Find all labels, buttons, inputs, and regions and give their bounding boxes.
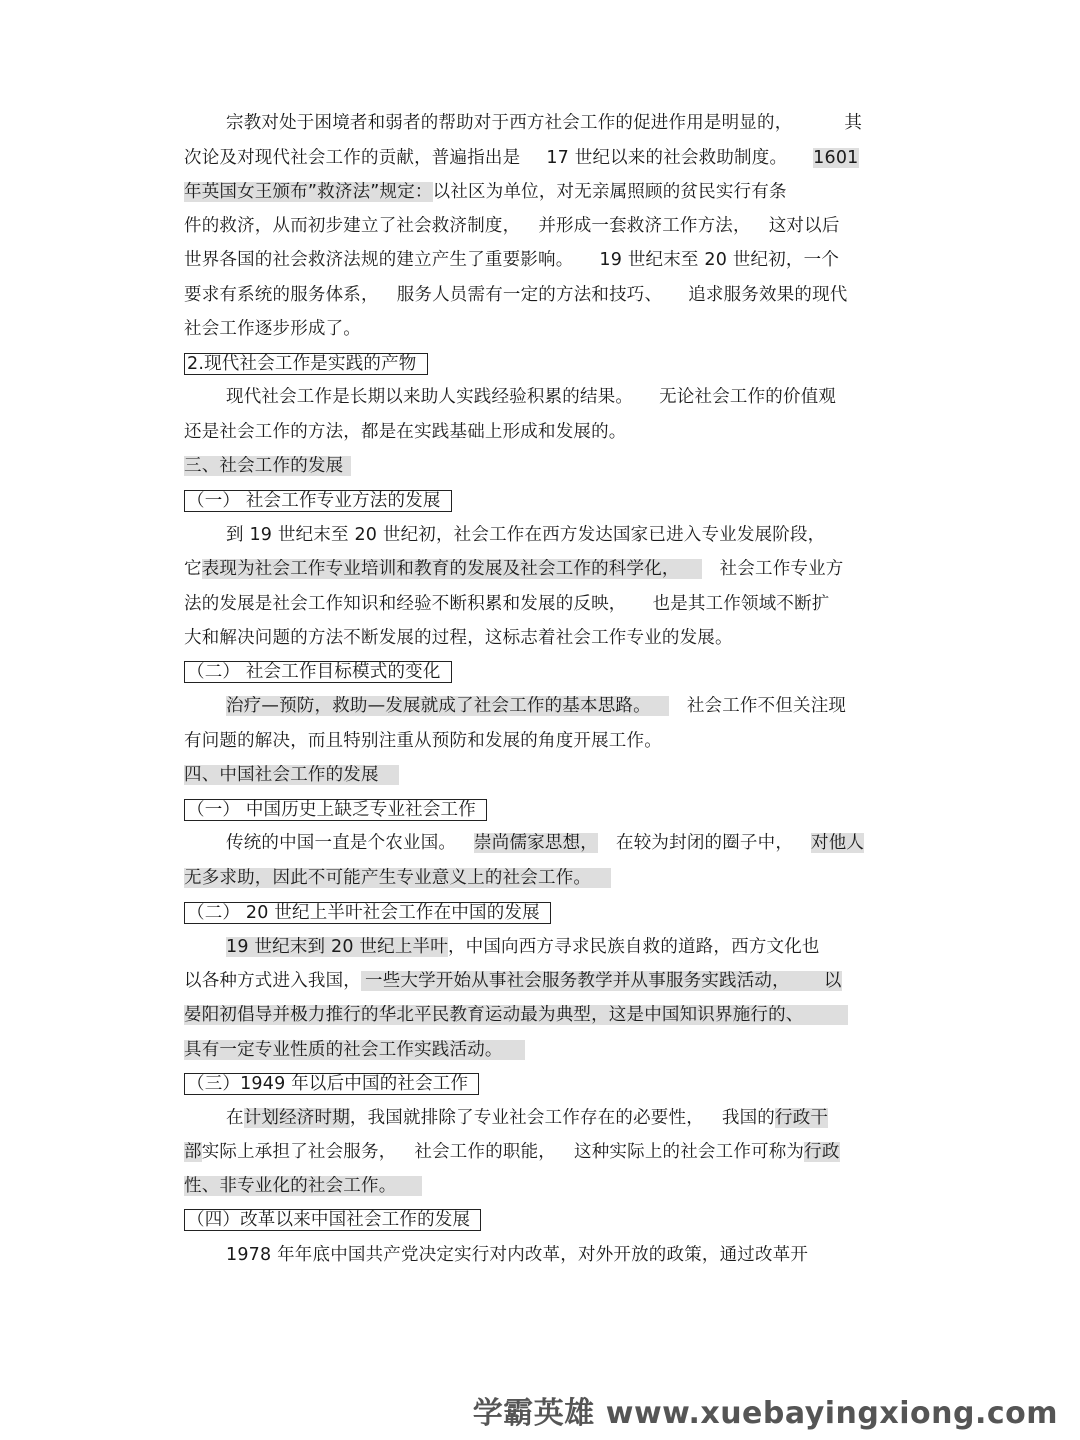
text-line: 还是社会工作的方法，都是在实践基础上形成和发展的。 [184,422,627,442]
text-line: 在计划经济时期，我国就排除了专业社会工作存在的必要性， 我国的行政干 [226,1108,829,1128]
text-line: 社会工作逐步形成了。 [184,319,361,339]
section-heading: 2.现代社会工作是实践的产物 [184,351,428,377]
section-heading: 三、社会工作的发展 [184,453,351,479]
subsection-heading: （二） 社会工作目标模式的变化 [184,659,452,685]
subsection-heading: （一） 社会工作专业方法的发展 [184,488,452,514]
text-line: 以各种方式进入我国， 一些大学开始从事社会服务教学并从事服务实践活动， 以 [184,971,842,991]
text-line: 性、非专业化的社会工作。 [184,1173,422,1199]
text-line: 具有一定专业性质的社会工作实践活动。 [184,1037,525,1063]
text-line: 传统的中国一直是个农业国。 崇尚儒家思想， 在较为封闭的圈子中， 对他人 [226,833,865,853]
text-line: 治疗—预防，救助—发展就成了社会工作的基本思路。 社会工作不但关注现 [226,696,847,716]
text-line: 大和解决问题的方法不断发展的过程，这标志着社会工作专业的发展。 [184,628,733,648]
text-line: 19 世纪末到 20 世纪上半叶，中国向西方寻求民族自救的道路，西方文化也 [226,937,820,957]
text-line: 它表现为社会工作专业培训和教育的发展及社会工作的科学化， 社会工作专业方 [184,559,844,579]
text-line: 年英国女王颁布”救济法”规定：以社区为单位，对无亲属照顾的贫民实行有条 [184,182,787,202]
text-line: 世界各国的社会救济法规的建立产生了重要影响。 19 世纪末至 20 世纪初，一个 [184,250,840,270]
text-line: 有问题的解决，而且特别注重从预防和发展的角度开展工作。 [184,731,662,751]
text-line: 次论及对现代社会工作的贡献，普遍指出是 17 世纪以来的社会救助制度。 1601 [184,148,859,168]
section-heading: 四、中国社会工作的发展 [184,762,399,788]
subsection-heading: （四）改革以来中国社会工作的发展 [184,1207,481,1233]
text-line: 宗教对处于困境者和弱者的帮助对于西方社会工作的促进作用是明显的， 其 [226,113,863,133]
text-line: 到 19 世纪末至 20 世纪初，社会工作在西方发达国家已进入专业发展阶段， [226,525,826,545]
text-line: 无多求助，因此不可能产生专业意义上的社会工作。 [184,865,611,891]
text-line: 部实际上承担了社会服务， 社会工作的职能， 这种实际上的社会工作可称为行政 [184,1142,840,1162]
subsection-heading: （三）1949 年以后中国的社会工作 [184,1071,479,1097]
subsection-heading: （一） 中国历史上缺乏专业社会工作 [184,797,487,823]
text-line: 件的救济，从而初步建立了社会救济制度， 并形成一套救济工作方法， 这对以后 [184,216,840,236]
watermark: 学霸英雄 www.xuebayingxiong.com [472,1396,1058,1431]
subsection-heading: （二） 20 世纪上半叶社会工作在中国的发展 [184,900,551,926]
text-line: 现代社会工作是长期以来助人实践经验积累的结果。 无论社会工作的价值观 [226,387,837,407]
text-line: 1978 年年底中国共产党决定实行对内改革，对外开放的政策，通过改革开 [226,1245,809,1265]
text-line: 晏阳初倡导并极力推行的华北平民教育运动最为典型，这是中国知识界施行的、 [184,1002,848,1028]
text-line: 要求有系统的服务体系， 服务人员需有一定的方法和技巧、 追求服务效果的现代 [184,285,848,305]
text-line: 法的发展是社会工作知识和经验不断积累和发展的反映， 也是其工作领域不断扩 [184,594,830,614]
